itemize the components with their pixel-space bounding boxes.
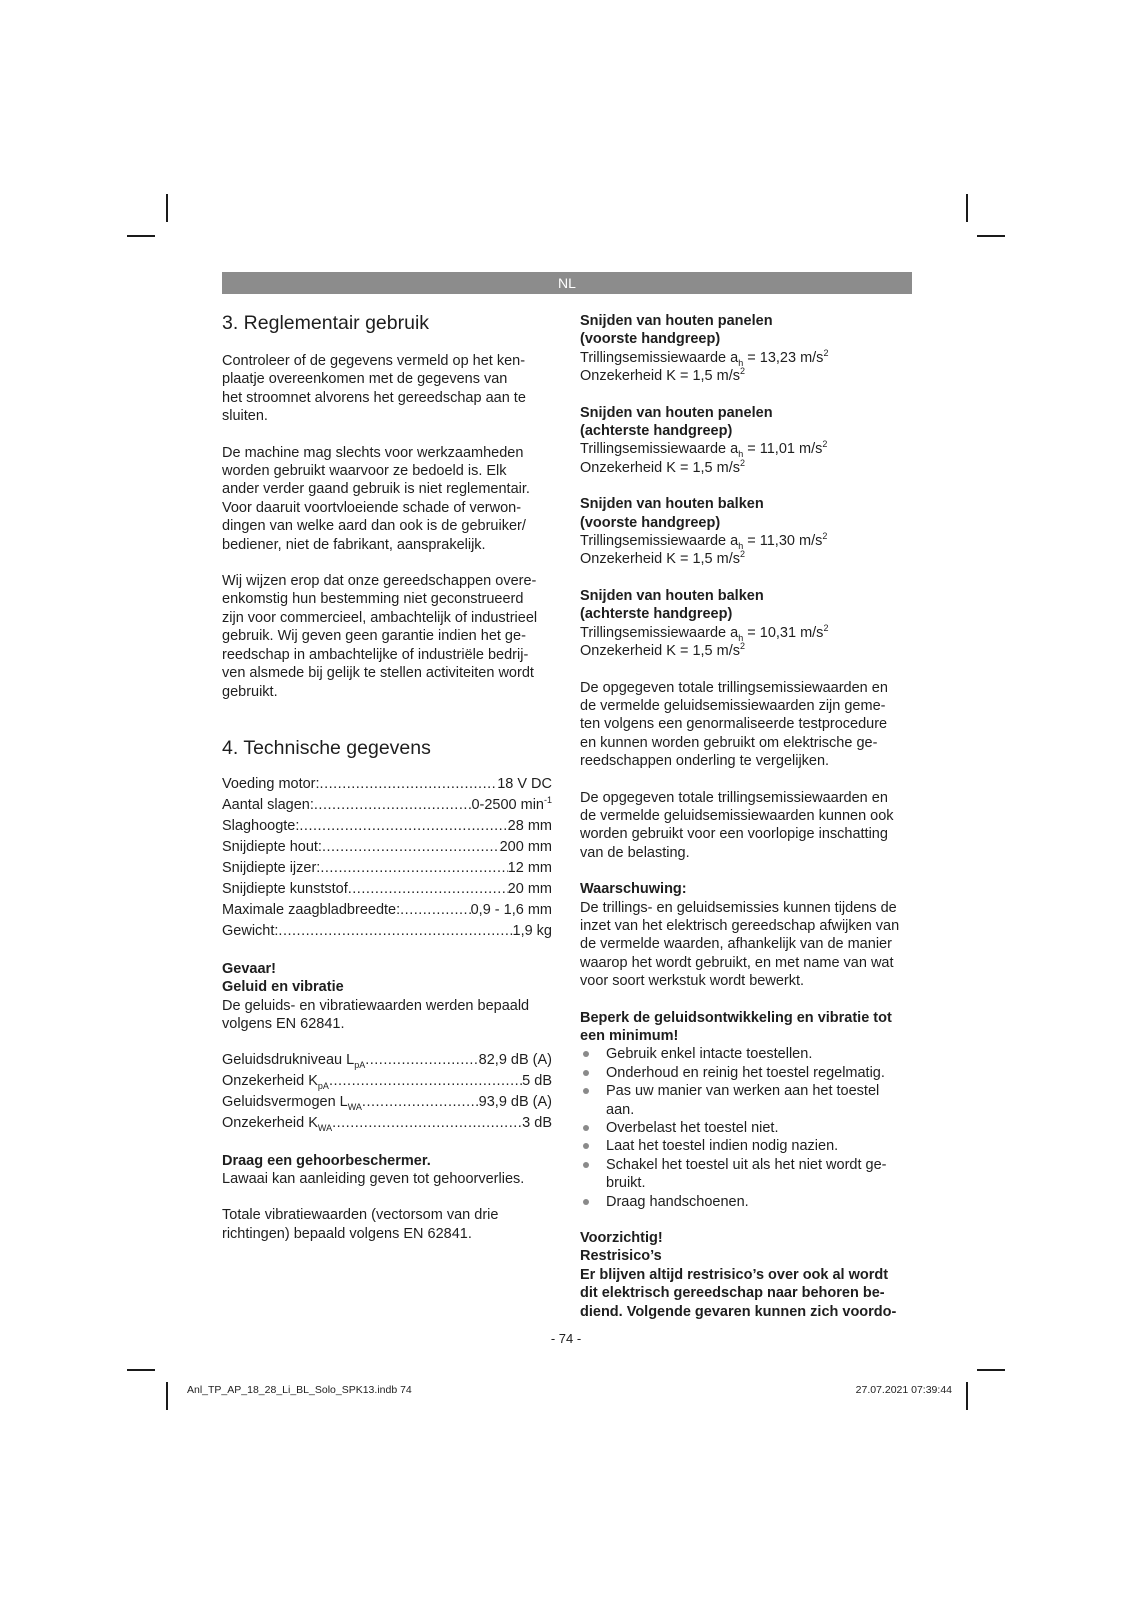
vibration-group: Snijden van houten panelen (voorste handgreep) Trillingsemissiewaarde $a_h = 13,23$ $m/s^2$ Onzekerheid K = 1,5 $m/s^2$ [580, 313, 829, 385]
spec-row: Gewicht: ..... 1,9 kg [222, 921, 552, 942]
noise-spec-row: Onzekerheid $K_{WA}$ ..... 3 dB [222, 1113, 552, 1134]
section-3-paragraph-1: Controleer of de gegevens vermeld op het ken- plaatje overeenkomen met de gegevens van het stroomnet alvorens het gereedschap aan te sluiten. [222, 353, 526, 425]
list-item: Onderhoud en reinig het toestel regelmatig. [580, 1064, 912, 1082]
ear-protection-heading: Draag een gehoorbeschermer. [222, 1152, 431, 1169]
crop-mark [966, 1382, 968, 1410]
left-column [222, 310, 552, 1243]
vibration-group: Snijden van houten balken (achterste handgreep) Trillingsemissiewaarde $a_h = 10,31$ $m/s^2$ Onzekerheid K = 1,5 $m/s^2$ [580, 587, 829, 660]
residual-risk-text: Er blijven altijd restrisico’s over ook al wordt dit elektrisch gereedschap naar behoren be- diend. Volgende gevaren kunnen zich voordo- [580, 1266, 897, 1320]
emission-paragraph-2: De opgegeven totale trillingsemissiewaarden en de vermelde geluidsemissiewaarden kunnen ook worden gebruikt voor een voorlopige inschatting van de belasting. [580, 789, 894, 861]
noise-spec-row: Geluidsdrukniveau $L_{pA}$ ..... 82,9 dB (A) [222, 1050, 552, 1071]
spec-list [222, 774, 552, 942]
caution-heading: Voorzichtig! [580, 1230, 663, 1247]
language-label: NL [558, 275, 576, 291]
page-number: - 74 - [550, 1331, 582, 1346]
list-item: Laat het toestel indien nodig nazien. [580, 1137, 912, 1155]
warning-heading: Waarschuwing: [580, 881, 687, 898]
language-header-bar [222, 272, 912, 294]
list-item: Pas uw manier van werken aan het toestel aan. [580, 1082, 912, 1119]
section-4-title: 4. Technische gegevens [222, 736, 431, 759]
noise-spec-list [222, 1050, 552, 1134]
noise-spec-row: Onzekerheid $K_{pA}$ ..... 5 dB [222, 1071, 552, 1092]
section-3-title: 3. Reglementair gebruik [222, 312, 430, 334]
right-column [580, 312, 912, 1321]
crop-mark [127, 1369, 155, 1371]
limit-heading: Beperk de geluidsontwikkeling en vibratie tot een minimum! [580, 1009, 892, 1044]
vibration-group: Snijden van houten panelen (achterste handgreep) Trillingsemissiewaarde $a_h = 11,01$ $m/s^2$ Onzekerheid K = 1,5 $m/s^2$ [580, 404, 828, 476]
noise-text: De geluids- en vibratiewaarden werden bepaald volgens EN 62841. [222, 997, 530, 1033]
crop-mark [977, 235, 1005, 237]
spec-row: Snijdiepte kunststof ..... 20 mm [222, 879, 552, 900]
crop-mark [127, 235, 155, 237]
footer-file-name: Anl_TP_AP_18_28_Li_BL_Solo_SPK13.indb 74 [187, 1384, 412, 1396]
spec-row: Voeding motor: ..... 18 V DC [222, 774, 552, 795]
crop-mark [166, 1382, 168, 1410]
list-item: Schakel het toestel uit als het niet wordt ge- bruikt. [580, 1156, 912, 1193]
ear-protection-text: Lawaai kan aanleiding geven tot gehoorverlies. [222, 1170, 525, 1187]
emission-paragraph-1: De opgegeven totale trillingsemissiewaarden en de vermelde geluidsemissiewaarden zijn geme- ten volgens een genormaliseerde testprocedure en kunnen worden gebruikt om elektrische ge- reedschappen onderling te vergelijken. [580, 679, 888, 770]
list-item: Overbelast het toestel niet. [580, 1119, 912, 1137]
section-3-paragraph-3: Wij wijzen erop dat onze gereedschappen overe- enkomstig hun bestemming niet geconstrueerd zijn voor commercieel, ambachtelijk of industrieel gebruik. Wij geven geen garantie indien het ge- reedschap in ambachtelijke of industriële bedrij- ven alsmede bij gelijk te stellen activiteiten wordt gebruikt. [222, 573, 538, 700]
crop-mark [977, 1369, 1005, 1371]
vibration-total-text: Totale vibratiewaarden (vectorsom van drie richtingen) bepaald volgens EN 62841. [222, 1207, 499, 1242]
residual-risk-heading: Restrisico’s [580, 1248, 662, 1265]
spec-row: Snijdiepte ijzer: ..... 12 mm [222, 858, 552, 879]
crop-mark [166, 194, 168, 222]
spec-row: Aantal slagen: ..... 0-2500 $\min^{-1}$ [222, 795, 552, 816]
spec-row: Snijdiepte hout: ..... 200 mm [222, 837, 552, 858]
footer-date-time: 27.07.2021 07:39:44 [855, 1384, 952, 1396]
spec-row: Slaghoogte: ..... 28 mm [222, 816, 552, 837]
danger-heading: Gevaar! [222, 960, 277, 977]
spec-row: Maximale zaagbladbreedte: ..... 0,9 - 1,6 mm [222, 900, 552, 921]
vibration-group: Snijden van houten balken (voorste handgreep) Trillingsemissiewaarde $a_h = 11,30$ $m/s^2$ Onzekerheid K = 1,5 $m/s^2$ [580, 496, 828, 568]
limit-bullet-list [580, 1045, 912, 1211]
noise-spec-row: Geluidsvermogen $L_{WA}$ ..... 93,9 dB (A) [222, 1092, 552, 1113]
noise-heading: Geluid en vibratie [222, 979, 344, 996]
crop-mark [966, 194, 968, 222]
list-item: Gebruik enkel intacte toestellen. [580, 1045, 912, 1063]
section-3-paragraph-2: De machine mag slechts voor werkzaamheden worden gebruikt waarvoor ze bedoeld is. Elk ander verder gaand gebruik is niet reglementair. Voor daaruit voortvloeiende schade of verwon- dingen van welke aard dan ook is de gebruiker/ bediener, niet de fabrikant, aansprakelijk. [222, 444, 530, 553]
warning-text: De trillings- en geluidsemissies kunnen tijdens de inzet van het elektrisch gereedschap afwijken van de vermelde waarden, afhankelijk van de manier waarop het wordt gebruikt, en met name van wat voor soort werkstuk wordt bewerkt. [580, 899, 900, 990]
list-item: Draag handschoenen. [580, 1193, 912, 1211]
